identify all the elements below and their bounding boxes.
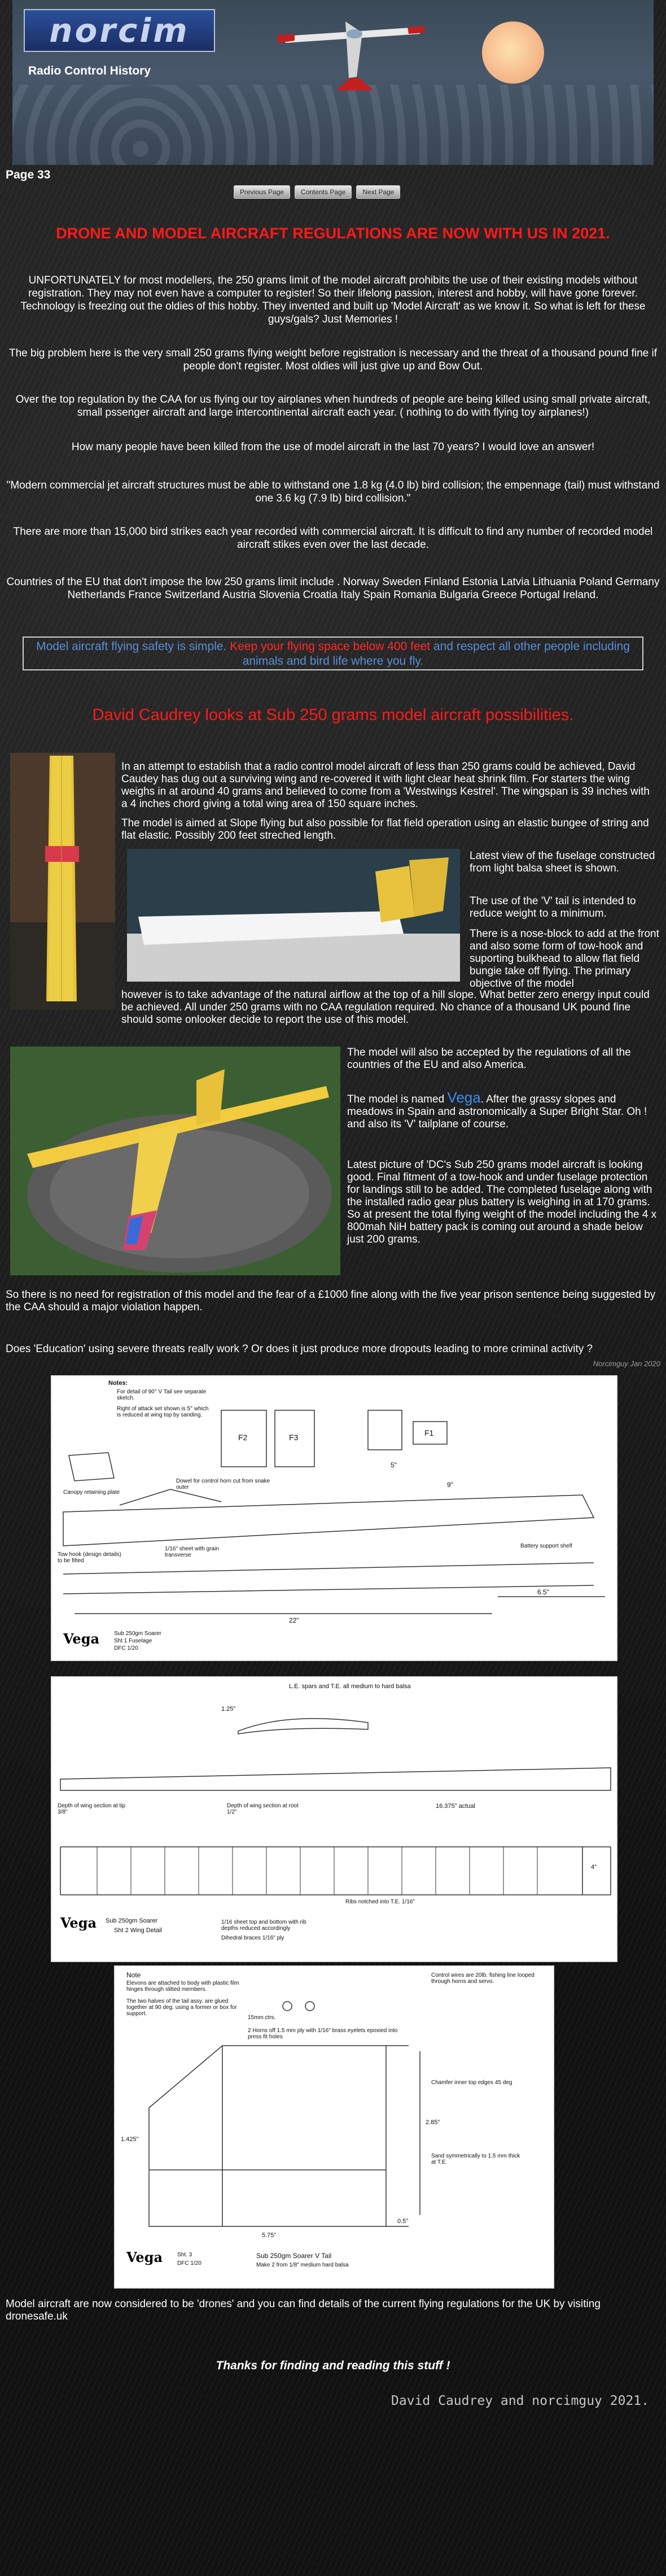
safety-text-1: Model aircraft flying safety is simple.	[36, 640, 230, 653]
v-tail-caption-4: Make 2 from 1/8" medium hard balsa	[256, 2262, 349, 2268]
page-nav	[234, 185, 400, 199]
previous-page-button[interactable]: Previous Page	[234, 185, 290, 199]
contents-page-button[interactable]: Contents Page	[295, 185, 352, 199]
wing-caption-1: Sub 250gm Soarer	[106, 1917, 158, 1924]
weight-limit-paragraph: The big problem here is the very small 250 grams flying weight before registration is necessary and the threat of a thousand pound fine if people don't register. Most oldies will just give up and Bow Out.	[8, 347, 658, 372]
sand-label: Sand symmetrically to 1.5 mm thick at T.E.	[431, 2153, 520, 2165]
dim-4: 4"	[591, 1864, 597, 1871]
chamfer-label: Chamfer inner top edges 45 deg	[431, 2080, 512, 2086]
model-aircraft-photo	[10, 1047, 340, 1275]
v-tail-caption-3: DFC 1/20	[177, 2260, 201, 2266]
article-text-5: There is a nose-block to add at the front and also some form of tow-hook and suporting bulkhead to allow flat field bungie take off flying. The primary objective of the model	[470, 928, 659, 990]
drones-info-text: Model aircraft are now considered to be 'drones' and you can find details of the current flying regulations for the UK by visiting dronesafe.uk	[6, 2298, 601, 2322]
battery-shelf-label: Battery support shelf	[520, 1543, 572, 1549]
wing-photo	[10, 753, 115, 1010]
clouds-graphic	[12, 85, 654, 165]
sheet-ribs-label: 1/16 sheet top and bottom with rib depths reduced accordingly	[221, 1919, 306, 1932]
dim-0-5: 0.5"	[397, 2218, 409, 2225]
dim-9: 9"	[447, 1481, 453, 1489]
signature-text: David Caudrey and norcimguy 2021.	[391, 2394, 649, 2408]
fuselage-plan-svg	[52, 1376, 616, 1660]
page-number: Page 33	[6, 168, 51, 181]
dim-6-5: 6.5"	[537, 1588, 549, 1596]
dim-15mm: 15mm ctrs.	[248, 2015, 276, 2021]
article-text-4: The use of the 'V' tail is intended to reduce weight to a minimum.	[470, 895, 636, 919]
former-f1-label: F1	[424, 1428, 434, 1437]
site-subtitle: Radio Control History	[28, 64, 151, 77]
article-text-10: So there is no need for registration of this model and the fear of a £1000 fine along with the five year prison sentence being suggested by the CAA should a major violation happen.	[6, 1289, 656, 1313]
former-f3-label: F3	[289, 1433, 299, 1442]
sun-graphic	[482, 21, 544, 84]
main-headline: DRONE AND MODEL AIRCRAFT REGULATIONS ARE NOW WITH US IN 2021.	[56, 225, 610, 242]
wing-drawing	[51, 1676, 617, 1962]
dihedral-label: Dihedral braces 1/16" ply	[221, 1935, 284, 1941]
dim-22: 22"	[289, 1616, 299, 1624]
v-tail-vega-tag: Vega	[126, 2249, 163, 2265]
article-text-11: Does 'Education' using severe threats really work ? Or does it just produce more dropouts leading to more criminal activity ?	[6, 1343, 593, 1355]
fuselage-photo	[127, 849, 460, 982]
credit-text: Norcimguy Jan 2020	[593, 1359, 660, 1368]
next-page-button[interactable]: Next Page	[356, 185, 400, 199]
eu-countries-paragraph: Countries of the EU that don't impose the low 250 grams limit include . Norway Sweden Finland Estonia Latvia Lithuania Poland Germany Netherlands France Switzerland Austria Slovenia Croatia Italy Spain Romania Bulgaria Greece Portugal Ireland.	[6, 576, 660, 601]
v-tail-note-1: Elevons are attached to body with plastic film hinges through slitted members.	[126, 1980, 239, 1993]
dowel-label: Dowel for control horn cut from snake outer	[176, 1478, 270, 1490]
header-banner	[12, 0, 654, 165]
article-text-3: Latest view of the fuselage constructed from light balsa sheet is shown.	[470, 850, 655, 874]
dim-5: 5"	[391, 1461, 397, 1469]
article-text-6: however is to take advantage of the natural airflow at the top of a hill slope. What better zero energy input could be achieved. All under 250 grams with no CAA regulation required. No chance of a thousand UK pound fine should some onlooker decide to report the use of this model.	[121, 989, 650, 1026]
root-depth-label: Depth of wing section at root 1/2"	[227, 1803, 299, 1815]
safety-text-2: Keep your flying space below 400 feet	[230, 640, 431, 653]
regulation-paragraph: Over the top regulation by the CAA for us flying our toy airplanes when hundreds of people are being killed using small private aircraft, small pssenger aircraft and large intercontinental aircraft each year. ( nothing to do with flying toy airplanes!)	[15, 394, 651, 419]
canopy-plate-label: Canopy retaining plate	[63, 1489, 120, 1496]
fuselage-vega-tag: Vega	[63, 1631, 100, 1647]
v-tail-drawing	[114, 1965, 554, 2289]
v-tail-caption-1: Sub 250gm Soarer V Tail	[256, 2252, 332, 2260]
sub-headline: David Caudrey looks at Sub 250 grams model aircraft possibilities.	[92, 706, 574, 724]
bird-strike-paragraph: There are more than 15,000 bird strikes each year recorded with commercial aircraft. It is difficult to find any number of recorded model aircraft stikes even over the last decade.	[13, 526, 653, 551]
intro-paragraph: UNFORTUNATELY for most modellers, the 250 grams limit of the model aircraft prohibits the use of their existing models without registration. They may not even have a computer to register! So their lifelong passion, interest and hobby, will have gone forever. Technology is freezing out the oldies of this hobby. They invented and built up 'Model Aircraft' as we know it. So what is left for these guys/gals? Just Memories !	[20, 274, 646, 325]
wing-vega-tag: Vega	[60, 1915, 97, 1931]
safety-box	[23, 637, 643, 670]
wing-caption-2: Sht 2 Wing Detail	[114, 1927, 162, 1934]
logo-text: norcim	[49, 11, 190, 50]
fuselage-note-1: For detail of 90° V Tail see separate sketch.	[117, 1389, 207, 1401]
v-tail-note-title: Note	[126, 1971, 141, 1979]
article-text-1: In an attempt to establish that a radio control model aircraft of less than 250 grams could be achieved, David Caudey has dug out a surviving wing and re-covered it with light clear heat shrink film. For starters the wing weighs in at around 40 grams and believed to come from a 'Westwings Kestrel'. The wingspan is 39 inches with a 4 inches chord giving a total wing area of 150 square inches.	[121, 761, 650, 810]
dim-1-25: 1.25"	[221, 1706, 236, 1712]
dim-1-425: 1.425"	[121, 2136, 139, 2143]
spars-label: L.E. spars and T.E. all medium to hard balsa	[289, 1683, 411, 1690]
wing-span-dim: 16.375" actual	[436, 1803, 475, 1810]
fuselage-notes-title: Notes:	[108, 1380, 128, 1387]
tow-hook-label: Tow hook (design details) to be fitted	[58, 1551, 121, 1564]
article-text-9: Latest picture of 'DC's Sub 250 grams model aircraft is looking good. Final fitment of a tow-hook and under fuselage protection for landings still to be added. The completed fuselage along with the installed radio gear plus battery is weighing in at 170 grams. So at present the total flying weight of the model including the 4 x 800mah NiH battery pack is coming out around a shade below just 200 grams.	[347, 1159, 657, 1245]
article-text-8	[347, 1091, 660, 1131]
dim-5-75: 5.75"	[262, 2232, 277, 2239]
vega-name: Vega	[447, 1089, 481, 1106]
fuselage-caption-2: Sht 1 Fuselage	[114, 1638, 152, 1644]
v-tail-note-2: The two halves of the tail assy. are glued together at 90 deg. using a former or box for support.	[126, 1998, 237, 2017]
safety-text-3: and respect all other people including animals and bird life where you fly.	[242, 640, 630, 668]
fuselage-drawing	[51, 1375, 617, 1661]
control-wires-label: Control wires are 20lb. fishing line looped through horns and servo.	[431, 1972, 534, 1985]
horns-label: 2 Horns off 1.5 mm ply with 1/16" brass eyelets epoxied into press fit holes	[248, 2028, 398, 2040]
sheet-grain-label: 1/16" sheet with grain transverse	[165, 1546, 219, 1558]
tip-depth-label: Depth of wing section at tip 3/8"	[58, 1803, 126, 1815]
rib-notch-label: Ribs notched into T.E. 1/16"	[345, 1899, 415, 1905]
thanks-text: Thanks for finding and reading this stuff !	[216, 2359, 450, 2372]
question-paragraph: How many people have been killed from the use of model aircraft in the last 70 years? I would love an answer!	[71, 441, 595, 453]
fuselage-caption-1: Sub 250gm Soarer	[114, 1631, 161, 1637]
article-text-7: The model will also be accepted by the regulations of all the countries of the EU and also America.	[347, 1047, 631, 1071]
vega-text-before: The model is named	[347, 1093, 448, 1105]
aircraft-icon	[278, 10, 424, 95]
former-f2-label: F2	[238, 1433, 248, 1442]
bird-collision-quote: "Modern commercial jet aircraft structures must be able to withstand one 1.8 kg (4.0 lb) bird collision; the empennage (tail) must withstand one 3.6 kg (7.9 lb) bird collision."	[6, 480, 660, 504]
article-text-2: The model is aimed at Slope flying but also possible for flat field operation using an elastic bungee of string and flat elastic. Possibly 200 feet streched length.	[121, 817, 649, 842]
v-tail-caption-2: Sht. 3	[177, 2252, 192, 2258]
site-logo[interactable]	[24, 9, 215, 52]
vega-text-after: . After the grassy slopes and meadows in Spain and astronomically a Super Bright Star. Oh ! and also its 'V' tailplane of course.	[347, 1093, 647, 1130]
fuselage-caption-3: DFC 1/20	[114, 1645, 138, 1651]
fuselage-note-2: Right of attack set shown is 5° which is reduced at wing top by sanding.	[117, 1406, 209, 1418]
dim-2-85: 2.85"	[426, 2119, 440, 2126]
